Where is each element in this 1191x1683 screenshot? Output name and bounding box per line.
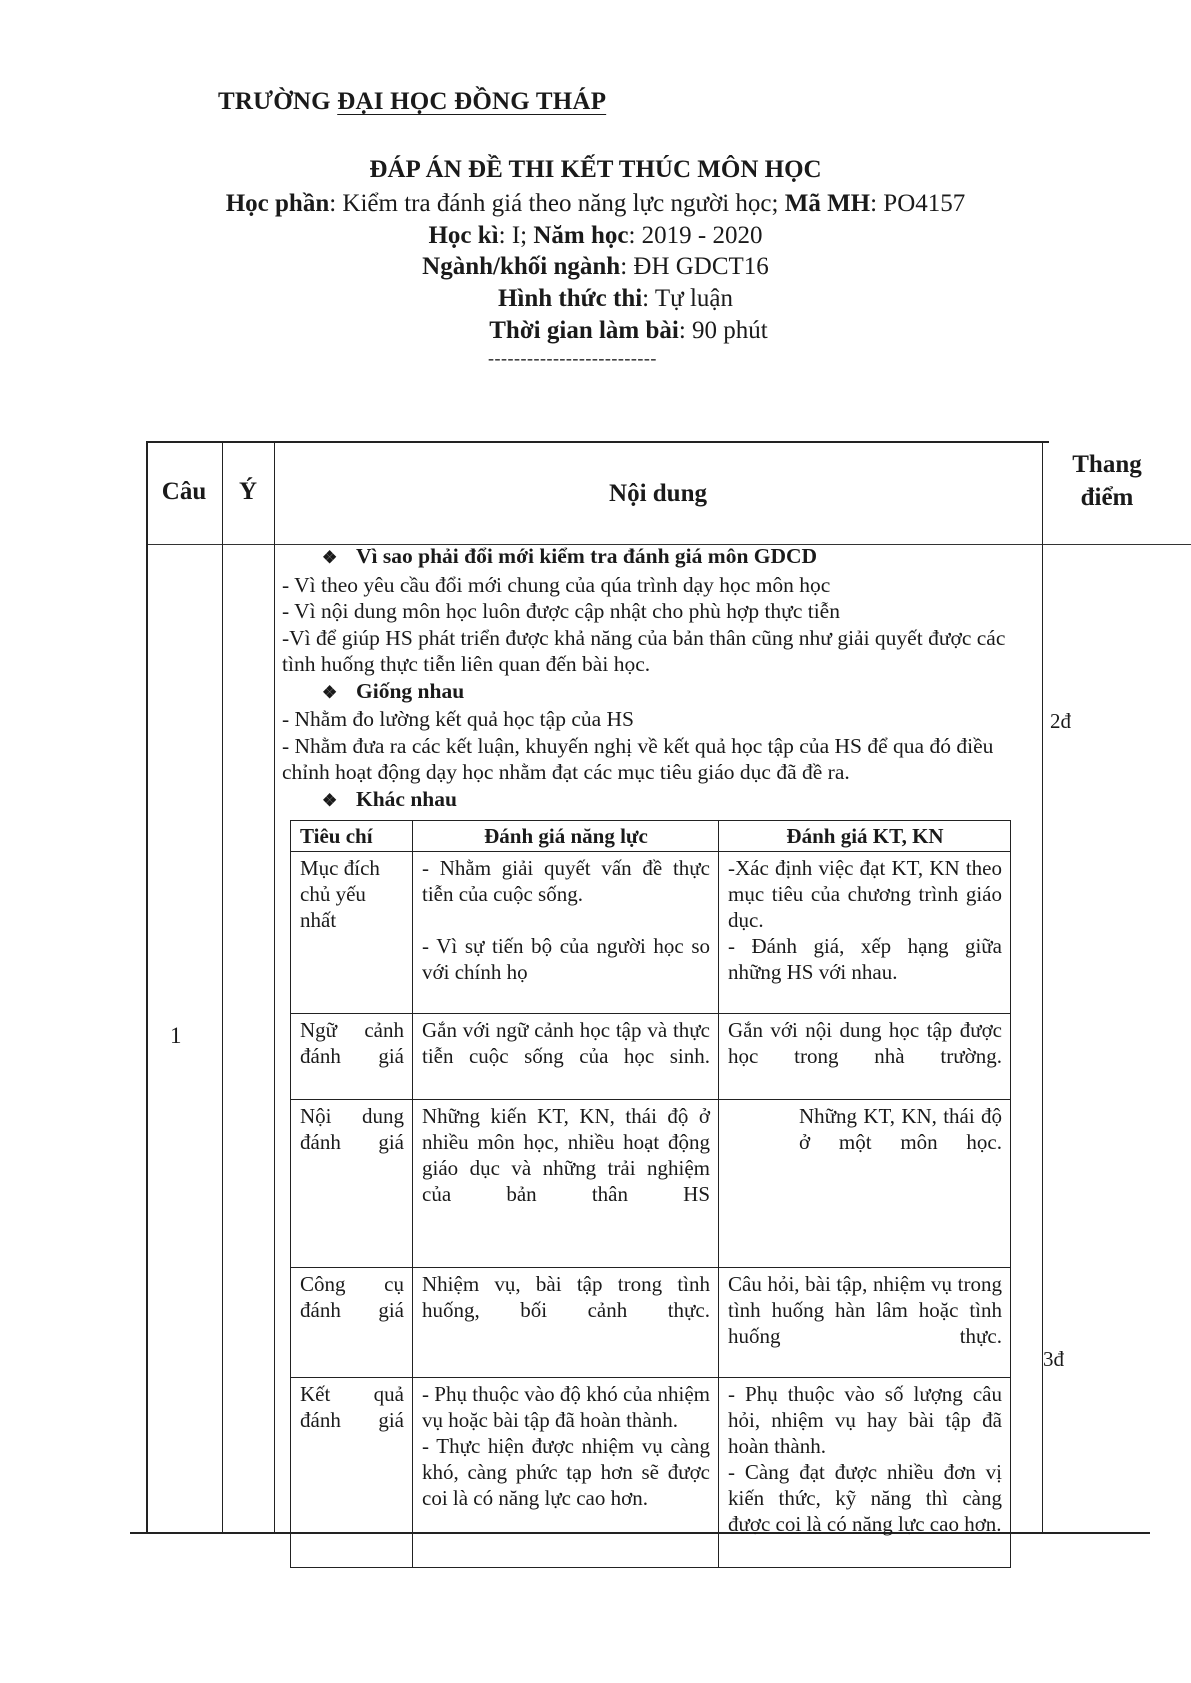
table-top-border (146, 441, 1049, 443)
school-name (218, 88, 606, 116)
knowledge-cell: -Xác định việc đạt KT, KN theo mục tiêu của chương trình giáo dục. - Đánh giá, xếp hạng giữa những HS với nhau. (719, 852, 1011, 1014)
header-y: Ý (238, 478, 258, 505)
answer-content (282, 543, 1032, 814)
question-number: 1 (170, 1023, 182, 1048)
knowledge-cell: Những KT, KN, thái độ ở một môn học. (719, 1100, 1011, 1268)
bullet-icon: ❖ (322, 790, 338, 810)
comparison-header-row (291, 821, 1011, 852)
year-label: Năm học (533, 222, 629, 249)
table-row (291, 1014, 1011, 1100)
table-left-border (146, 441, 148, 1533)
col-knowledge: Đánh giá KT, KN (719, 821, 1011, 852)
criterion-cell: Công cụ đánh giá (291, 1268, 413, 1378)
table-row (291, 1268, 1011, 1378)
competency-cell: - Nhằm giải quyết vấn đề thực tiễn của cuộc sống. - Vì sự tiến bộ của người học so với chính họ (413, 852, 719, 1014)
code-value: : PO4157 (870, 190, 966, 217)
time-line (0, 317, 1191, 345)
competency-cell: Gắn với ngữ cảnh học tập và thực tiễn cuộc sống của học sinh. (413, 1014, 719, 1100)
competency-cell: Những kiến KT, KN, thái độ ở nhiều môn học, nhiều hoạt động giáo dục và những trải nghiệm của bản thân HS (413, 1100, 719, 1268)
col-competency: Đánh giá năng lực (413, 821, 719, 852)
code-label: Mã MH (784, 190, 871, 217)
school-prefix: TRƯỜNG (218, 88, 331, 115)
header-diem: điểm (1080, 484, 1134, 511)
why-line-1: - Vì theo yêu cầu đổi mới chung của qúa trình dạy học môn học (282, 572, 831, 597)
col-criterion: Tiêu chí (291, 821, 413, 852)
header-cau: Câu (161, 478, 207, 505)
knowledge-cell: Câu hỏi, bài tập, nhiệm vụ trong tình huống hàn lâm hoặc tình huống thực. (719, 1268, 1011, 1378)
criterion-cell: Nội dung đánh giá (291, 1100, 413, 1268)
bullet-icon: ❖ (322, 682, 338, 702)
term-line (0, 222, 1191, 250)
similar-line-2: - Nhằm đưa ra các kết luận, khuyến nghị về kết quả học tập của HS để qua đó điều chỉnh hoạt động dạy học nhằm đạt các mục tiêu giáo dục đã đề ra. (282, 733, 994, 784)
score-1: 2đ (1050, 709, 1071, 733)
knowledge-cell: Gắn với nội dung học tập được học trong nhà trường. (719, 1014, 1011, 1100)
year-value: : 2019 - 2020 (628, 222, 763, 249)
major-label: Ngành/khối ngành (422, 253, 621, 280)
competency-cell: - Phụ thuộc vào độ khó của nhiệm vụ hoặc bài tập đã hoàn thành. - Thực hiện được nhiệm vụ càng khó, càng phức tạp hơn sẽ được coi là có năng lực cao hơn. (413, 1378, 719, 1568)
section-similar-title: ❖ Giống nhau (282, 678, 1032, 707)
document-title: ĐÁP ÁN ĐỀ THI KẾT THÚC MÔN HỌC (369, 156, 822, 183)
header-thang: Thang (1072, 451, 1142, 478)
term-label: Học kì (428, 222, 499, 249)
criterion-cell: Ngữ cảnh đánh giá (291, 1014, 413, 1100)
why-line-3: -Vì để giúp HS phát triển được khả năng của bản thân cũng như giải quyết được các tình huống thực tiễn liên quan đến bài học. (282, 625, 1006, 676)
term-value: : I; (498, 222, 528, 249)
table-row (291, 1378, 1011, 1568)
table-row (291, 852, 1011, 1014)
form-label: Hình thức thi (497, 285, 643, 312)
header-noidung: Nội dung (609, 480, 707, 507)
time-value: : 90 phút (678, 317, 768, 344)
score-2: 3đ (1043, 1347, 1064, 1371)
form-line (0, 285, 1191, 313)
course-label: Học phần (225, 190, 330, 217)
bullet-icon: ❖ (322, 548, 338, 567)
similar-line-1: - Nhằm đo lường kết quả học tập của HS (282, 707, 635, 731)
competency-cell: Nhiệm vụ, bài tập trong tình huống, bối cảnh thực. (413, 1268, 719, 1378)
form-value: : Tự luận (642, 285, 734, 312)
knowledge-cell: - Phụ thuộc vào số lượng câu hỏi, nhiệm vụ hay bài tập đã hoàn thành. - Càng đạt được nhiều đơn vị kiến thức, kỹ năng thì càng được coi là có năng lực cao hơn. (719, 1378, 1011, 1568)
criterion-cell: Mục đích chủ yếu nhất (291, 852, 413, 1014)
time-label: Thời gian làm bài (489, 317, 679, 344)
section-why-title: ❖ Vì sao phải đổi mới kiểm tra đánh giá môn GDCD (282, 543, 1032, 572)
course-line (0, 190, 1191, 218)
table-row (291, 1100, 1011, 1268)
course-value: : Kiểm tra đánh giá theo năng lực người học; (329, 190, 779, 217)
section-different-title: ❖ Khác nhau (282, 786, 1032, 815)
major-value: : ĐH GDCT16 (620, 253, 769, 280)
why-line-2: - Vì nội dung môn học luôn được cập nhật cho phù hợp thực tiễn (282, 599, 840, 623)
major-line (0, 253, 1191, 281)
col-y-border (274, 441, 275, 1533)
criterion-cell: Kết quả đánh giá (291, 1378, 413, 1568)
col-cau-border (222, 441, 223, 1533)
school-underlined: ĐẠI HỌC ĐỒNG THÁP (337, 88, 607, 115)
divider: -------------------------- (488, 348, 657, 368)
comparison-table (290, 820, 1011, 1568)
